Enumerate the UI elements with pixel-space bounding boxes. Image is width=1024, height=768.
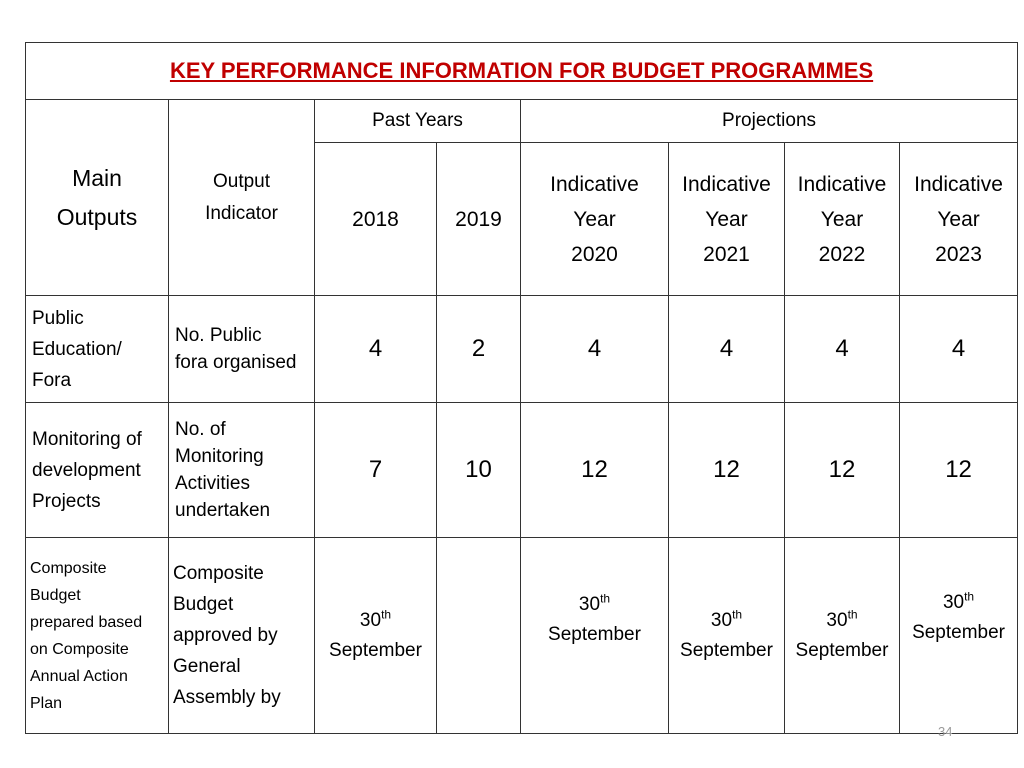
output-indicator-cell: No. of Monitoring Activities undertaken <box>169 403 315 538</box>
header-year-2018: 2018 <box>315 143 437 296</box>
value-2019: 2 <box>437 296 521 403</box>
main-output-cell: Composite Budget prepared based on Composite Annual Action Plan <box>26 538 169 734</box>
header-year-2022: Indicative Year 2022 <box>785 143 900 296</box>
header-year-2021: Indicative Year 2021 <box>669 143 785 296</box>
value-2019: 10 <box>437 403 521 538</box>
table-row <box>26 296 1018 403</box>
value-2023: 12 <box>900 403 1018 538</box>
output-indicator-cell: Composite Budget approved by General Assembly by <box>169 538 315 734</box>
value-2022: 30th September <box>785 538 900 734</box>
value-2021: 30th September <box>669 538 785 734</box>
header-past-years: Past Years <box>315 100 521 143</box>
page-number: 34 <box>938 724 953 739</box>
value-2018: 7 <box>315 403 437 538</box>
value-2018: 30th September <box>315 538 437 734</box>
header-projections: Projections <box>521 100 1018 143</box>
kpi-table <box>25 42 1018 734</box>
value-2020: 30th September <box>521 538 669 734</box>
header-output-indicator: Output Indicator <box>169 100 315 296</box>
value-2020: 4 <box>521 296 669 403</box>
table-row <box>26 538 1018 734</box>
header-year-2023: Indicative Year 2023 <box>900 143 1018 296</box>
main-output-cell: Public Education/ Fora <box>26 296 169 403</box>
main-output-cell: Monitoring of development Projects <box>26 403 169 538</box>
header-main-outputs: Main Outputs <box>26 100 169 296</box>
header-year-2020: Indicative Year 2020 <box>521 143 669 296</box>
value-2023: 4 <box>900 296 1018 403</box>
value-2018: 4 <box>315 296 437 403</box>
value-2019 <box>437 538 521 734</box>
value-2020: 12 <box>521 403 669 538</box>
value-2021: 12 <box>669 403 785 538</box>
value-2023: 30th September <box>900 538 1018 734</box>
value-2022: 12 <box>785 403 900 538</box>
output-indicator-cell: No. Public fora organised <box>169 296 315 403</box>
value-2022: 4 <box>785 296 900 403</box>
header-year-2019: 2019 <box>437 143 521 296</box>
table-row <box>26 403 1018 538</box>
table-title: KEY PERFORMANCE INFORMATION FOR BUDGET PROGRAMMES <box>26 43 1018 100</box>
value-2021: 4 <box>669 296 785 403</box>
